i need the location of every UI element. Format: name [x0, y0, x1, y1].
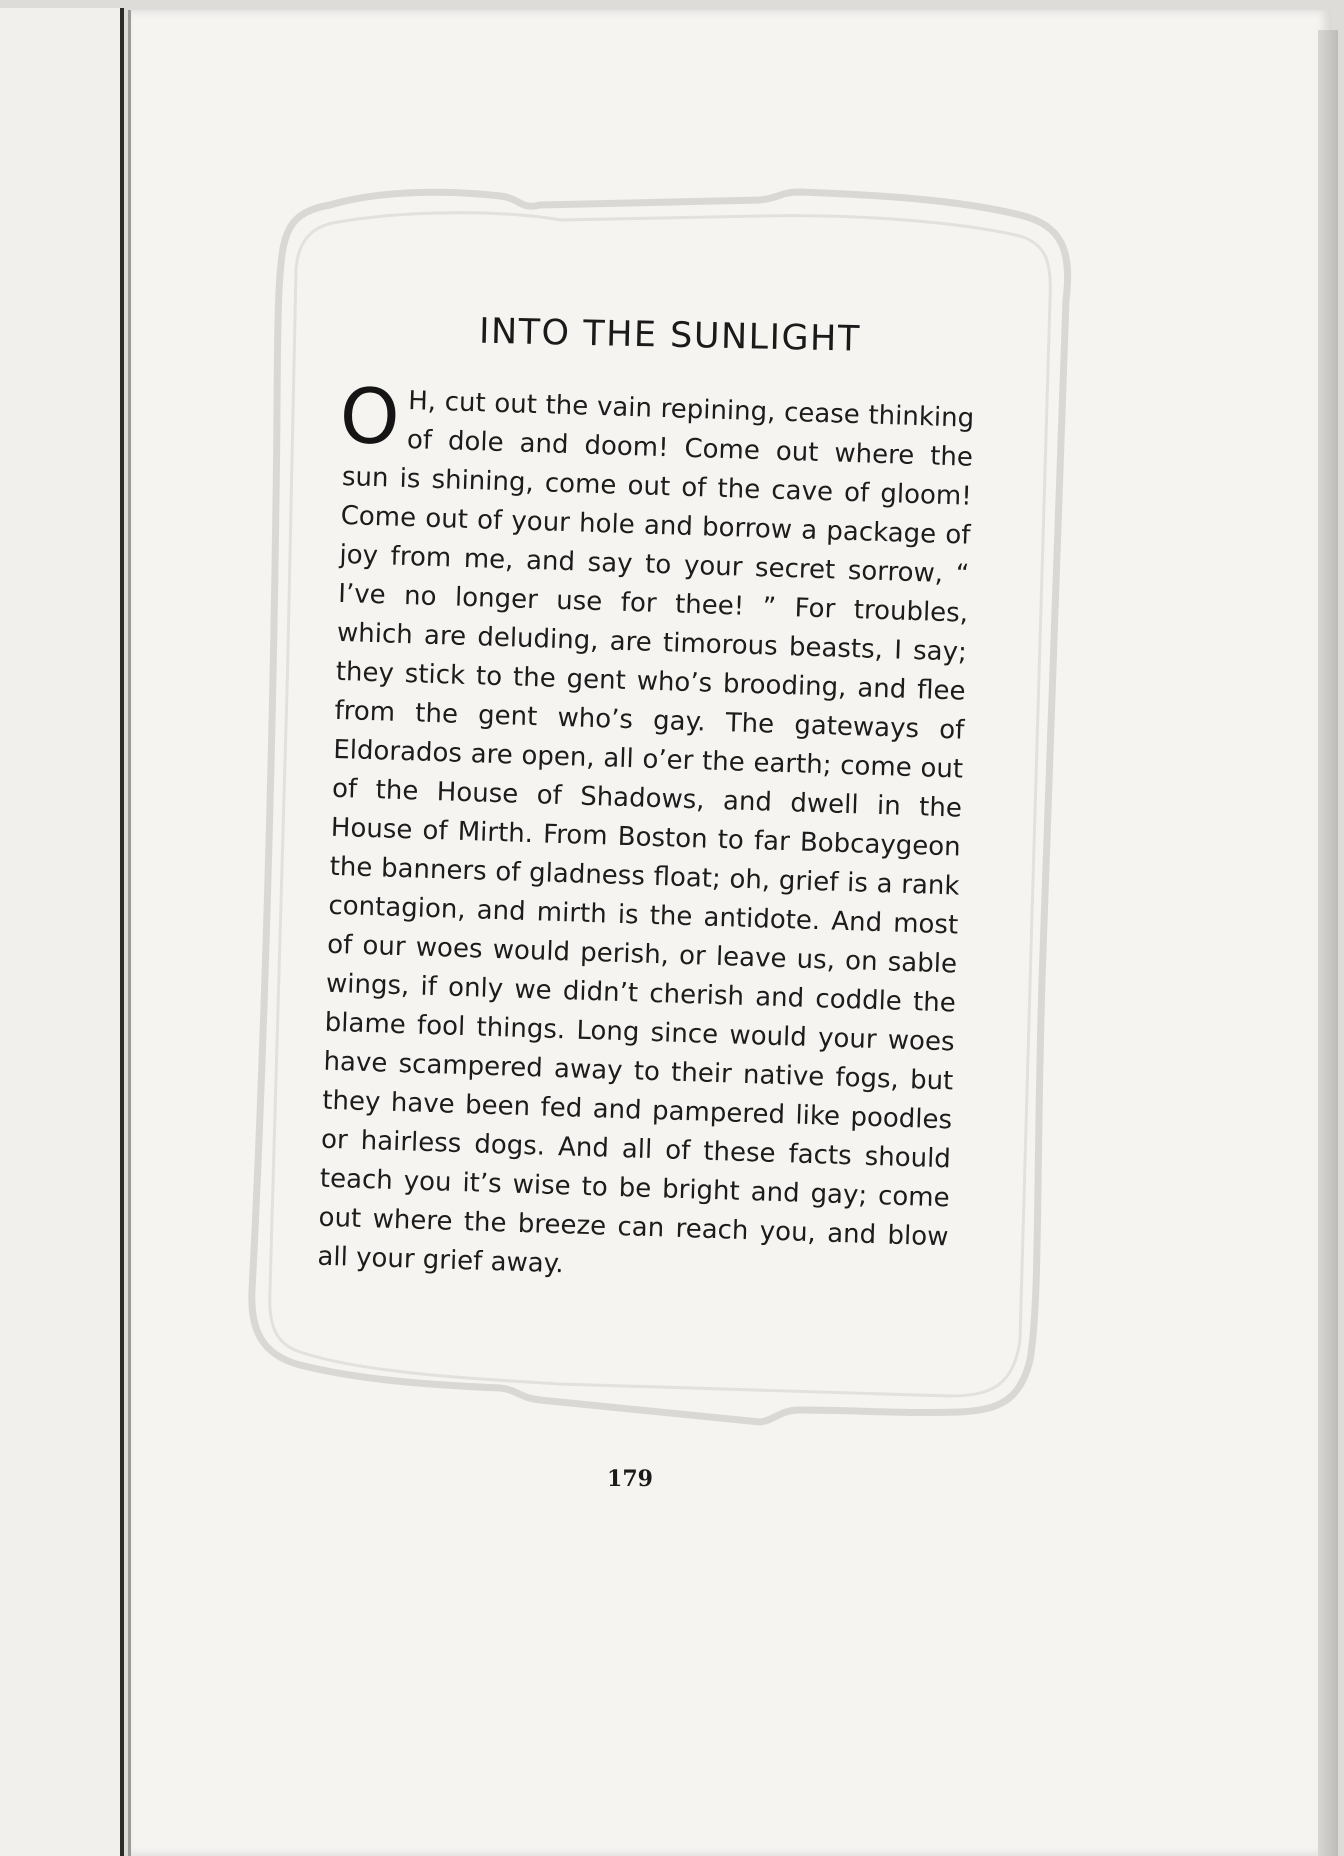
- page-title: INTO THE SUNLIGHT: [478, 311, 862, 360]
- drop-cap: O: [338, 370, 402, 462]
- poem-body: [316, 370, 975, 1296]
- page-number: 179: [607, 1466, 653, 1492]
- poem-text: H, cut out the vain repining, cease thinking of dole and doom! Come out where the sun is shining, come out of the cave of gloom! Come out of your hole and borrow a package of joy from me, and say to your secret sorrow, “ I’ve no longer use for thee! ” For troubles, which are deluding, are timorous beasts, I say; they stick to the gent who’s brooding, and flee from the gent who’s gay. The gateways of Eldorados are open, all o’er the earth; come out of the House of Shadows, and dwell in the House of Mirth. From Boston to far Bobcaygeon the banners of gladness float; oh, grief is a rank contagion, and mirth is the antidote. And most of our woes would perish, or leave us, on sable wings, if only we didn’t cherish and coddle the blame fool things. Long since would your woes have scampered away to their native fogs, but they have been fed and pampered like poodles or hairless dogs. And all of these facts should teach you it’s wise to be bright and gay; come out where the breeze can reach you, and blow all your grief away.: [316, 386, 975, 1280]
